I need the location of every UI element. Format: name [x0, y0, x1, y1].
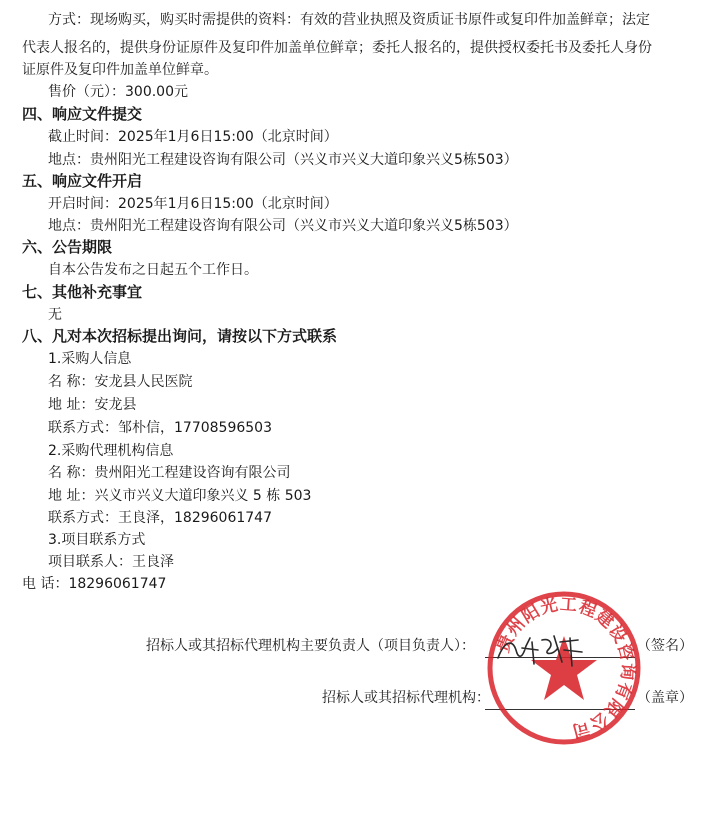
purchaser-name: 名 称：安龙县人民医院 [48, 374, 193, 390]
intro-line-3: 证原件及复印件加盖单位鲜章。 [22, 62, 218, 78]
handwritten-signature-icon [492, 628, 588, 672]
project-title: 3.项目联系方式 [48, 532, 146, 548]
purchaser-address: 地 址：安龙县 [48, 397, 137, 413]
section-4-heading: 四、响应文件提交 [22, 105, 143, 123]
purchaser-title: 1.采购人信息 [48, 351, 132, 367]
agency-contact: 联系方式：王良泽，18296061747 [48, 510, 272, 526]
open-place: 地点：贵州阳光工程建设咨询有限公司（兴义市兴义大道印象兴义5栋503） [48, 218, 518, 234]
agency-title: 2.采购代理机构信息 [48, 443, 174, 459]
organization-label: 招标人或其招标代理机构： [322, 690, 490, 706]
section-5-heading: 五、响应文件开启 [22, 172, 143, 190]
notice-period-text: 自本公告发布之日起五个工作日。 [48, 262, 258, 278]
price-line: 售价（元）：300.00元 [48, 84, 188, 100]
intro-line-1: 方式：现场购买，购买时需提供的资料：有效的营业执照及资质证书原件或复印件加盖鲜章；法定 [48, 12, 650, 28]
intro-line-2: 代表人报名的，提供身份证原件及复印件加盖单位鲜章；委托人报名的，提供授权委托书及委托人身份 [22, 40, 652, 56]
seal-text: 贵州阳光工程建设咨询有限公司 [493, 594, 638, 741]
signature-suffix: （签名） [637, 638, 693, 654]
submit-place: 地点：贵州阳光工程建设咨询有限公司（兴义市兴义大道印象兴义5栋503） [48, 152, 518, 168]
purchaser-contact: 联系方式：邹朴信，17708596503 [48, 420, 272, 436]
responsible-person-label: 招标人或其招标代理机构主要负责人（项目负责人）： [146, 638, 475, 654]
agency-name: 名 称：贵州阳光工程建设咨询有限公司 [48, 465, 291, 481]
project-phone: 电 话：18296061747 [22, 576, 167, 592]
seal-suffix: （盖章） [637, 690, 693, 706]
section-8-heading: 八、凡对本次招标提出询问，请按以下方式联系 [22, 327, 338, 345]
section-7-heading: 七、其他补充事宜 [22, 283, 143, 301]
submit-deadline: 截止时间：2025年1月6日15:00（北京时间） [48, 129, 338, 145]
agency-address: 地 址：兴义市兴义大道印象兴义 5 栋 503 [48, 488, 312, 504]
supplement-text: 无 [48, 307, 62, 323]
open-time: 开启时间：2025年1月6日15:00（北京时间） [48, 196, 338, 212]
project-person: 项目联系人：王良泽 [48, 554, 174, 570]
section-6-heading: 六、公告期限 [22, 238, 113, 256]
